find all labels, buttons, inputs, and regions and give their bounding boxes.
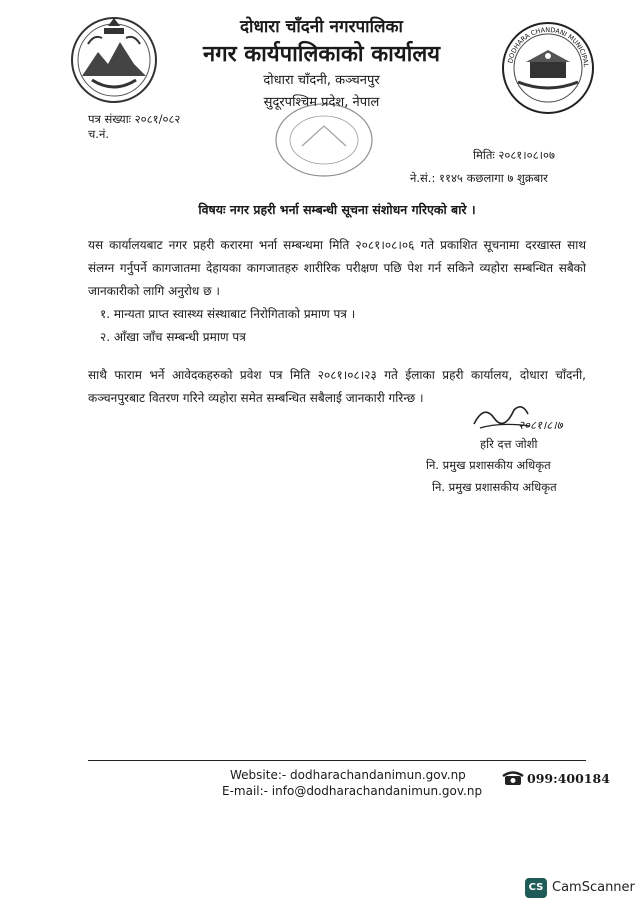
body-paragraph-2: साथै फाराम भर्ने आवेदकहरुको प्रवेश पत्र मिति २०८१।०८।२३ गते ईलाका प्रहरी कार्यालय, दोधारा चाँदनी, कञ्चनपुरबाट वितरण गरिने व्यहोरा समेत सम्बन्धित सबैलाई जानकारी गरिन्छ । [88, 368, 586, 405]
office-name: नगर कार्यपालिकाको कार्यालय [203, 42, 440, 67]
list-item: १. मान्यता प्राप्त स्वास्थ्य संस्थाबाट निरोगिताको प्रमाण पत्र । [100, 307, 356, 321]
nepal-samvat-date: ने.सं.: ११४५ कछलागा ७ शुक्रबार [410, 171, 548, 185]
municipality-name: दोधारा चाँदनी नगरपालिका [240, 17, 403, 37]
date: मितिः २०८१।०८।०७ [473, 148, 555, 162]
footer-phone: 099:400184 [527, 771, 610, 786]
footer-website: Website:- dodharachandanimun.gov.np [230, 768, 466, 782]
nepal-government-emblem-icon [68, 14, 160, 106]
list-item: २. आँखा जाँच सम्बन्धी प्रमाण पत्र [100, 330, 246, 344]
letter-number: पत्र संख्याः २०८१/०८२ [88, 112, 181, 126]
signatory-name: हरि दत्त जोशी [480, 437, 538, 451]
subject-line: विषयः नगर प्रहरी भर्ना सम्बन्धी सूचना संशोधन गरिएको बारे । [198, 202, 476, 217]
dispatch-number: च.नं. [88, 127, 109, 141]
logo-arc-text: DODHARA CHANDANI MUNICIPAL [506, 25, 591, 68]
office-round-stamp-icon [272, 100, 376, 180]
telephone-icon [502, 770, 524, 786]
footer-divider [88, 760, 586, 761]
address-line-1: दोधारा चाँदनी, कञ्चनपुर [263, 73, 380, 88]
signature-date: २०८१।८।७ [518, 418, 563, 432]
body-paragraph-1: यस कार्यालयबाट नगर प्रहरी करारमा भर्ना सम्बन्धमा मिति २०८१।०८।०६ गते प्रकाशित सूचनामा दरखास्त साथ संलग्न गर्नुपर्ने कागजातमा देहायका कागजातहरु शारीरिक परीक्षण पछि पेश गर्न सकिने व्यहोरा सम्बन्धित सबैको जानकारीको लागि अनुरोध छ । [88, 238, 586, 298]
signatory-designation: नि. प्रमुख प्रशासकीय अधिकृत [432, 480, 557, 494]
address-line-2: सुदूरपश्चिम प्रदेश, नेपाल [263, 95, 380, 110]
footer-email: E-mail:- info@dodharachandanimun.gov.np [222, 784, 483, 798]
camscanner-logo-icon: CS [525, 878, 547, 898]
municipality-logo-icon [500, 20, 596, 116]
signatory-designation-stamp: नि. प्रमुख प्रशासकीय अधिकृत [426, 458, 551, 472]
camscanner-label: CamScanner [552, 880, 635, 895]
